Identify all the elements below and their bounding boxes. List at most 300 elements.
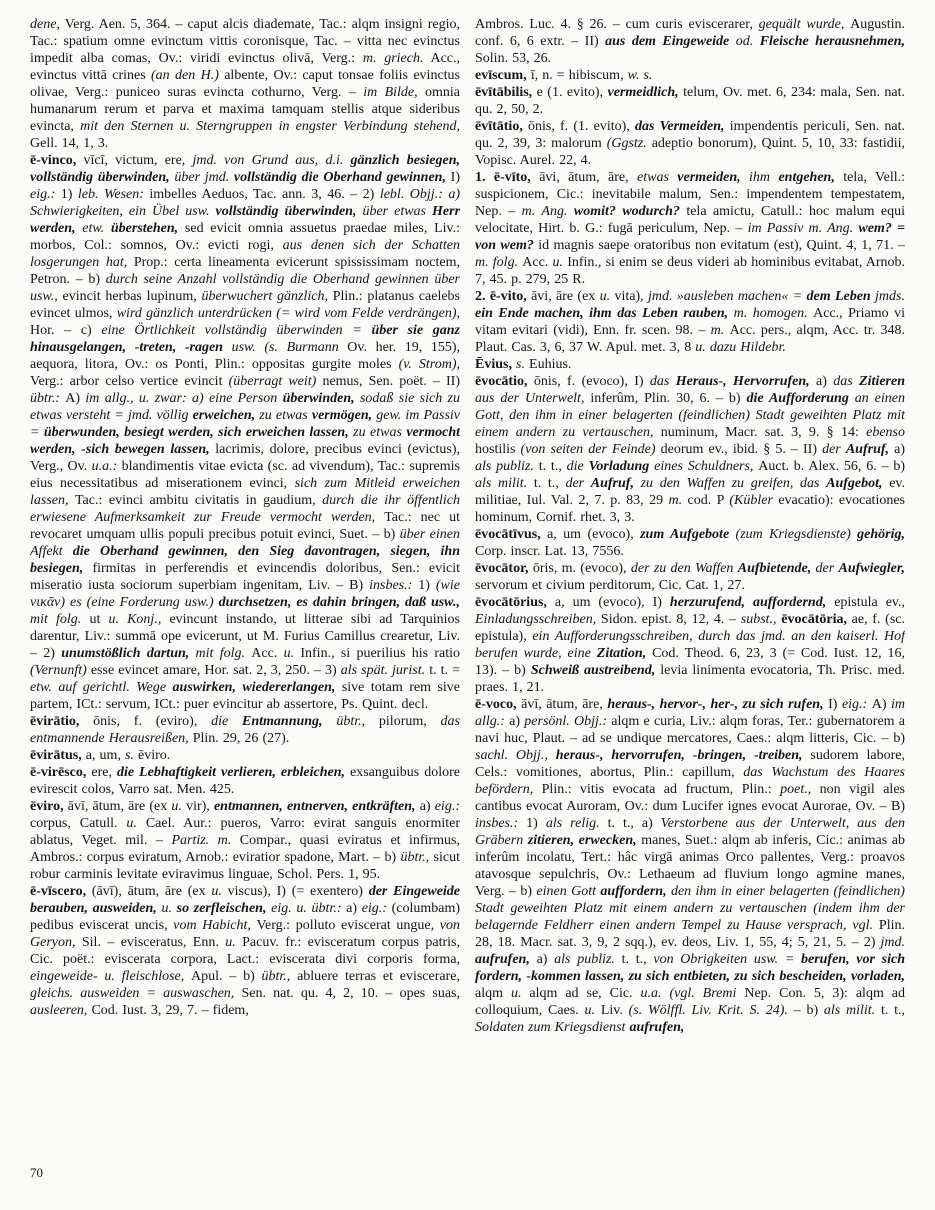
text-segment: evincunt instando, ut litterae sibi ad Tarquinios darentur, Liv.: summā ope evicerunt, ut M. Furius Camillus crearetur, Liv. – 2) bbox=[30, 612, 460, 661]
text-segment: durchsetzen, es dahin bringen, daß usw., bbox=[218, 595, 460, 610]
text-segment: Aufbietende, bbox=[737, 561, 816, 576]
text-segment: Aufruf, bbox=[845, 442, 895, 457]
text-segment: poet., bbox=[780, 782, 820, 797]
text-segment: u. bbox=[161, 901, 177, 916]
text-segment: zu etwas bbox=[353, 425, 407, 440]
text-segment: 1) bbox=[526, 816, 546, 831]
text-segment: sodaß sie sich zu etwas versteht = jmd. völlig bbox=[30, 391, 460, 423]
text-segment: ebenso bbox=[866, 425, 905, 440]
text-segment: herzurufend, auffordernd, bbox=[669, 595, 835, 610]
text-segment: eines Schuldners, bbox=[654, 459, 759, 474]
text-segment: eig. u. übtr.: bbox=[271, 901, 347, 916]
text-segment: berufen, vor sich fordern, -kommen lassen, zu sich entbieten, zu sich bescheiden, vorladen, bbox=[475, 952, 905, 984]
text-segment: (zum Kriegsdienste) bbox=[735, 527, 858, 542]
text-segment: Acc., evinctus vittā crines bbox=[30, 51, 460, 83]
text-segment: entgehen, bbox=[778, 170, 844, 185]
text-segment: zu den Waffen zu greifen, das bbox=[640, 476, 827, 491]
page-number: 70 bbox=[30, 1165, 43, 1180]
text-segment: ēvocātio, bbox=[475, 374, 528, 389]
text-segment: a) bbox=[346, 901, 362, 916]
text-segment: āvī, ātum, āre, bbox=[516, 697, 608, 712]
text-segment: den ihm in einer belagerten (feindlichen) Stadt geweihten Platz mit einem andern zu vertauschen (indem ihm der belagernde Feldherr einen andern Tempel zu Hause versprach, vgl. bbox=[475, 884, 905, 933]
entry-evocativus bbox=[475, 526, 905, 560]
text-segment: Sen. nat. qu. 4, 2, 10. – opes suas, bbox=[241, 986, 460, 1001]
text-segment: mit folg. bbox=[30, 612, 90, 627]
text-segment: heraus-, hervorrufen, -bringen, -treiben, bbox=[555, 748, 811, 763]
text-segment: Acc. bbox=[522, 255, 553, 270]
text-segment: u. bbox=[225, 935, 243, 950]
text-segment: vom Habicht, bbox=[173, 918, 257, 933]
text-segment: u. bbox=[552, 255, 568, 270]
text-segment: von Obrigkeiten usw. = bbox=[653, 952, 801, 967]
text-segment: im allg.: bbox=[475, 697, 905, 729]
text-segment: gequält wurde, bbox=[758, 17, 851, 32]
text-segment: t. t., a) bbox=[607, 816, 661, 831]
text-segment: servorum et civium perditorum, Cic. Cat. 1, 27. bbox=[475, 578, 745, 593]
text-segment: usw. (s. Burmann bbox=[231, 340, 348, 355]
text-segment: m. homogen. bbox=[733, 306, 814, 321]
text-segment: im Passiv m. Ang. bbox=[747, 221, 859, 236]
text-segment: I) bbox=[828, 697, 842, 712]
text-segment: (an den H.) bbox=[151, 68, 219, 83]
text-segment: wem? = von wem? bbox=[475, 221, 905, 253]
text-segment: ēvītātio, bbox=[475, 119, 523, 134]
text-segment: u. dazu Hildebr. bbox=[695, 340, 786, 355]
text-segment: u.a. (vgl. Bremi bbox=[640, 986, 745, 1001]
text-segment: vollständig die Oberhand gewinnen, bbox=[233, 170, 451, 185]
text-segment: eig.: bbox=[30, 187, 56, 202]
text-segment: nemus, Sen. poët. – II) bbox=[322, 374, 460, 389]
text-segment: über sie ganz hinausgelangen, -treten, -ragen bbox=[30, 323, 460, 355]
text-segment: a) bbox=[536, 952, 555, 967]
text-segment: Verstorbene aus der Unterwelt, aus den Gräbern bbox=[475, 816, 905, 848]
text-segment: aufrufen, bbox=[475, 952, 537, 967]
text-segment: die bbox=[211, 714, 242, 729]
text-segment: alqm bbox=[475, 986, 511, 1001]
text-segment: Entmannung, bbox=[242, 714, 337, 729]
text-segment: m. bbox=[710, 323, 730, 338]
text-segment: telum, Ov. met. 6, 234: mala, Sen. nat. qu. 2, 50, 2. bbox=[475, 85, 905, 117]
text-columns bbox=[30, 16, 905, 1176]
text-segment: a) bbox=[509, 714, 525, 729]
text-segment: eingeweide- u. fleischlose, bbox=[30, 969, 192, 984]
text-segment: epistula ev., bbox=[834, 595, 905, 610]
text-segment: sed evicit omnia assuetus praedae miles, Liv.: morbos, Col.: somnos, Ov.: evicti rogi, bbox=[30, 221, 460, 253]
text-segment: Infin., si enim se deus videri ab hominibus evitabat, Arnob. 7, 45. p. 279, 25 R. bbox=[475, 255, 905, 287]
text-segment: womit? wodurch? bbox=[573, 204, 687, 219]
text-segment: alqm ad se, Cic. bbox=[529, 986, 641, 1001]
text-segment: inferûm, Plin. 30, 6. – b) bbox=[590, 391, 747, 406]
text-segment: m. bbox=[668, 493, 688, 508]
text-segment: sudorem labore, Cels.: vomitiones, abortus, Plin.: capillum, bbox=[475, 748, 905, 780]
text-segment: id magnis saepe oratoribus non evitatum (est), Quint. 4, 1, 71. – bbox=[538, 238, 905, 253]
text-segment: zitieren, erwecken, bbox=[527, 833, 642, 848]
column-right bbox=[475, 16, 905, 1176]
text-segment: übtr., bbox=[336, 714, 379, 729]
text-segment: u. bbox=[599, 289, 615, 304]
text-segment: aus denen sich der Schatten losgerungen hat, bbox=[30, 238, 460, 270]
text-segment: m. Ang. bbox=[521, 204, 574, 219]
text-segment: (āvī), ātum, āre (ex bbox=[86, 884, 212, 899]
text-segment: imbelles Aeduos, Tac. ann. 3, 46. – 2) bbox=[143, 187, 380, 202]
text-segment: im allg., u. zwar: a) eine Person bbox=[85, 391, 283, 406]
text-segment: gehörig, bbox=[857, 527, 905, 542]
text-segment: Plin.: platanus caelebs evincet ulmos, bbox=[30, 289, 460, 321]
text-segment: w. s. bbox=[627, 68, 653, 83]
text-segment: āvi, ātum, āre, bbox=[530, 170, 638, 185]
text-segment: ē-vinco, bbox=[30, 153, 77, 168]
text-segment: ēvocātōrius, bbox=[475, 595, 547, 610]
text-segment: erweichen, bbox=[192, 408, 260, 423]
entry-evius bbox=[475, 356, 905, 373]
text-segment: ausleeren, bbox=[30, 1003, 92, 1018]
text-segment: subst., bbox=[740, 612, 782, 627]
text-segment: Einladungsschreiben, bbox=[475, 612, 601, 627]
text-segment: 1) bbox=[55, 187, 78, 202]
text-segment: Acc. bbox=[251, 646, 284, 661]
text-segment: Nep. Con. 5, 3): alqm ad colloquium, Caes. bbox=[475, 986, 905, 1018]
text-segment: u. bbox=[510, 986, 530, 1001]
text-segment: Pacuv. fr.: evisceratum corpus patris, Cic. poët.: eviscerata corpora, Lact.: eviscerata divi corporis forma, bbox=[30, 935, 460, 967]
text-segment: eig.: bbox=[434, 799, 460, 814]
text-segment: jmd. bbox=[880, 935, 905, 950]
text-segment: od. bbox=[735, 34, 760, 49]
text-segment: (Ggstz. bbox=[606, 136, 652, 151]
text-segment: ēvocātor, bbox=[475, 561, 529, 576]
text-segment: von Geryon, bbox=[30, 918, 460, 950]
text-segment: zum Aufgebote bbox=[640, 527, 736, 542]
entry-continuation-evincio bbox=[30, 16, 460, 152]
text-segment: t. t., bbox=[538, 459, 567, 474]
text-segment: überwinden, bbox=[282, 391, 360, 406]
text-segment: āvi, āre (ex bbox=[526, 289, 600, 304]
entry-e-vinco bbox=[30, 152, 460, 713]
text-segment: ē-voco, bbox=[475, 697, 517, 712]
text-segment: insbes.: bbox=[475, 816, 527, 831]
text-segment: esse evincet amare, Hor. sat. 2, 3, 250. – 3) bbox=[90, 663, 341, 678]
text-segment: zu etwas bbox=[259, 408, 312, 423]
text-segment: heraus-, hervor-, her-, zu sich rufen, bbox=[607, 697, 829, 712]
text-segment: u.a.: bbox=[91, 459, 122, 474]
text-segment: corpus, Catull. bbox=[30, 816, 127, 831]
text-segment: aus dem Eingeweide bbox=[605, 34, 736, 49]
text-segment: Tac.: nec ut revocaret umquam ullis populi precibus potuit evinci, Suet. – b) bbox=[30, 510, 460, 542]
text-segment: ēviro. bbox=[138, 748, 171, 763]
text-segment: 1) bbox=[418, 578, 436, 593]
text-segment: ēvirātio, bbox=[30, 714, 80, 729]
text-segment: A) bbox=[871, 697, 892, 712]
text-segment: evīscum, bbox=[475, 68, 527, 83]
text-segment: Prop.: certa lineamenta evicerunt spississimam noctem, Petron. – b) bbox=[30, 255, 460, 287]
text-segment: Verg.: polluto eviscerat ungue, bbox=[256, 918, 440, 933]
text-segment: a) bbox=[816, 374, 834, 389]
text-segment: ōnis, f. (eviro), bbox=[79, 714, 212, 729]
text-segment: ihm bbox=[749, 170, 779, 185]
text-segment: auffordern, bbox=[600, 884, 671, 899]
text-segment: etw. bbox=[82, 221, 111, 236]
text-segment: wird gänzlich unterdrücken (= wird vom Felde verdrängen), bbox=[116, 306, 460, 321]
text-segment: u. bbox=[211, 884, 228, 899]
text-segment: (v. Strom), bbox=[398, 357, 460, 372]
entry-evocator bbox=[475, 560, 905, 594]
text-segment: non vigil ales cantibus evocat Auroram, Ov.: dum Lucifer ignes evocat Aurorae, Ov. – B) bbox=[475, 782, 905, 814]
text-segment: an einen Gott, den ihm in einer belagerten (feindlichen) Stadt geweihten Platz mit einem andern zu vertauschen, bbox=[475, 391, 905, 440]
entry-e-viresco bbox=[30, 764, 460, 798]
text-segment: Solin. 53, 26. bbox=[475, 51, 552, 66]
text-segment: Auct. b. Alex. 56, 6. – b) bbox=[758, 459, 905, 474]
text-segment: vermögen, bbox=[311, 408, 377, 423]
text-segment: das entmannende Herausreißen, bbox=[30, 714, 460, 746]
text-segment: (Kübler bbox=[729, 493, 779, 508]
text-segment: m. griech. bbox=[362, 51, 424, 66]
text-segment: gleichs. ausweiden = auswaschen, bbox=[30, 986, 242, 1001]
text-segment: a, um, bbox=[81, 748, 126, 763]
text-segment: vollständig überwinden, bbox=[215, 204, 363, 219]
text-segment: so zerfleischen, bbox=[176, 901, 272, 916]
entry-continuation-e-viscero bbox=[475, 16, 905, 67]
text-segment: evacatio): evocationes hominum, Cornif. rhet. 3, 3. bbox=[475, 493, 905, 525]
text-segment: einen Gott bbox=[536, 884, 601, 899]
text-segment: deorum ev., ibid. § 5. – II) bbox=[660, 442, 823, 457]
text-segment: – b) bbox=[793, 1003, 824, 1018]
text-segment: eig.: bbox=[841, 697, 872, 712]
text-segment: mit folg. bbox=[195, 646, 252, 661]
text-segment: cod. P bbox=[687, 493, 730, 508]
text-segment: auswirken, wiedererlangen, bbox=[172, 680, 342, 695]
text-segment: als publiz. bbox=[475, 459, 539, 474]
text-segment: alqm e curia, Liv.: alqm foras, Ter.: gubernatorem a navi huc, Plaut. – ad se undique mercatores, Caes.: alqm litteris, Cic. – b) bbox=[475, 714, 905, 746]
text-segment: eine Örtlichkeit vollständig überwinden = bbox=[101, 323, 372, 338]
text-segment: Partiz. m. bbox=[171, 833, 240, 848]
entry-eviratus bbox=[30, 747, 460, 764]
text-segment: ēviro, bbox=[30, 799, 64, 814]
text-segment: das bbox=[833, 374, 860, 389]
text-segment: A) bbox=[65, 391, 86, 406]
text-segment: numinum, Macr. sat. 3, 9. § 14: bbox=[660, 425, 867, 440]
text-segment: jmds. bbox=[875, 289, 905, 304]
entry-e-voco bbox=[475, 696, 905, 1036]
text-segment: s. bbox=[125, 748, 139, 763]
text-segment: die Aufforderung bbox=[746, 391, 855, 406]
text-segment: vir), bbox=[186, 799, 214, 814]
text-segment: ōris, m. (evoco), bbox=[528, 561, 631, 576]
text-segment: Corp. inscr. Lat. 13, 7556. bbox=[475, 544, 624, 559]
text-segment: sich zum Mitleid erweichen lassen, bbox=[30, 476, 460, 508]
text-segment: ōnis, f. (evoco), I) bbox=[527, 374, 650, 389]
text-segment: Fleische herausnehmen, bbox=[759, 34, 905, 49]
text-segment: Euhius. bbox=[529, 357, 572, 372]
text-segment: sachl. Objj., bbox=[475, 748, 556, 763]
text-segment: impendentis periculi, Sen. nat. qu. 2, 39, 3: malorum bbox=[475, 119, 905, 151]
text-segment: Cod. Theod. 6, 23, 3 (= Cod. Iust. 12, 16, 13). – b) bbox=[475, 646, 905, 678]
text-segment: Augustin. conf. 6, 6 extr. – II) bbox=[475, 17, 905, 49]
text-segment: übtr., bbox=[261, 969, 298, 984]
text-segment: ē-virēsco, bbox=[30, 765, 87, 780]
text-segment: omnia humanarum rerum et parva et maxima tamquam stellis atque sideribus evincta, bbox=[30, 85, 460, 134]
entry-e-viscero bbox=[30, 883, 460, 1019]
text-segment: t. t., bbox=[880, 1003, 905, 1018]
text-segment: manes, Suet.: alqm ab inferis, Cic.: animas ab inferûm incolatu, Tert.: hâc virgā animas Orco pallentes, Verg.: proavos atavosque sepulchris, Ov.: Lethaeum ad fluvium longo agmine manes, Verg. – b) bbox=[475, 833, 905, 899]
text-segment: vermeiden, bbox=[677, 170, 750, 185]
text-segment: etw. auf gerichtl. Wege bbox=[30, 680, 173, 695]
text-segment: die bbox=[566, 459, 589, 474]
text-segment: Compar., quasi eviratus et infirmus, Ambros.: corpus eviratum, Arnob.: eviratior spadone, Mart. – b) bbox=[30, 833, 460, 865]
text-segment: Plin. 29, 26 (27). bbox=[192, 731, 290, 746]
text-segment: I) bbox=[450, 170, 460, 185]
text-segment: als milit. bbox=[823, 1003, 881, 1018]
text-segment: Ēvius, bbox=[475, 357, 512, 372]
text-segment: a) bbox=[894, 442, 905, 457]
text-segment: Verg.: arbor celso vertice evincit bbox=[30, 374, 229, 389]
text-segment: ēvocātōria, bbox=[781, 612, 847, 627]
entry-1-e-vito bbox=[475, 169, 905, 288]
text-segment: Ov. her. 19, 155), aequora, litora, Ov.: os Ponti, Plin.: oppositas gurgite moles bbox=[30, 340, 460, 372]
text-segment: Liv. bbox=[600, 1003, 629, 1018]
text-segment: das Wachstum des Haares befördern, bbox=[475, 765, 905, 797]
text-segment: Aufruf, bbox=[590, 476, 641, 491]
text-segment: t. t., bbox=[533, 476, 566, 491]
entry-evocatorius bbox=[475, 594, 905, 696]
text-segment: als milit. bbox=[475, 476, 534, 491]
text-segment: Vorladung bbox=[588, 459, 655, 474]
text-segment: a, um (evoco), I) bbox=[546, 595, 670, 610]
text-segment: Aufwiegler, bbox=[838, 561, 905, 576]
text-segment: eig.: bbox=[361, 901, 392, 916]
text-segment: der bbox=[565, 476, 591, 491]
text-segment: lacrimis, dolore, precibus evinci (evictus), Verg., Ov. bbox=[30, 442, 460, 474]
text-segment: jmd. von Grund aus, d.i. bbox=[192, 153, 351, 168]
text-segment: als spät. jurist. bbox=[340, 663, 430, 678]
text-segment: Tac.: evinci ambitu civitatis in gaudium, bbox=[74, 493, 323, 508]
text-segment: u. bbox=[171, 799, 187, 814]
text-segment: ev. militiae, Iul. Val. 2, 7. p. 83, 29 bbox=[475, 476, 905, 508]
text-segment: Plin. 28, 18. Macr. sat. 3, 9, 2 sqq.), ev. deos, Liv. 1, 55, 4; 5, 21, 5. – 2) bbox=[475, 918, 905, 950]
text-segment: ere, bbox=[86, 765, 117, 780]
text-segment: insbes.: bbox=[369, 578, 419, 593]
text-segment: Zitieren bbox=[859, 374, 905, 389]
text-segment: 1. ē-vīto, bbox=[475, 170, 531, 185]
text-segment: Acc., Priamo vi vitam evitari (vidi), Enn. fr. scen. 98. – bbox=[475, 306, 905, 338]
text-segment: vermocht werden, -sich bewegen lassen, bbox=[30, 425, 460, 457]
text-segment: durch die ihr öffentlich erwiesene Aufmerksamkeit zur Freude vermocht werden, bbox=[30, 493, 460, 525]
text-segment: der bbox=[822, 442, 846, 457]
text-segment: abluere terras et eviscerare, bbox=[297, 969, 460, 984]
text-segment: t. t. = bbox=[429, 663, 460, 678]
text-segment: jmd. »ausleben machen« = bbox=[647, 289, 807, 304]
text-segment: durch seine Anzahl vollständig die Oberhand gewinnen über usw., bbox=[30, 272, 460, 304]
entry-eviratio bbox=[30, 713, 460, 747]
text-segment: etwas bbox=[637, 170, 678, 185]
text-segment: überwunden, besiegt werden, sich erweichen lassen, bbox=[43, 425, 354, 440]
text-segment: ī, n. = hibiscum, bbox=[526, 68, 628, 83]
entry-eviscum bbox=[475, 67, 905, 84]
entry-evitabilis bbox=[475, 84, 905, 118]
entry-2-e-vito bbox=[475, 288, 905, 356]
text-segment: aus der Unterwelt, bbox=[475, 391, 591, 406]
text-segment: viscus), I) (= exentero) bbox=[227, 884, 369, 899]
text-segment: ein Aufforderungsschreiben, durch das jmd. an den kaiserl. Hof berufen wurde, eine bbox=[475, 629, 905, 661]
text-segment: vīcī, victum, ere, bbox=[76, 153, 193, 168]
text-segment: dem Leben bbox=[806, 289, 876, 304]
text-segment: u. bbox=[126, 816, 146, 831]
text-segment: evincit herbas lupinum, bbox=[62, 289, 202, 304]
text-segment: levia linimenta evocatoria, Th. Prisc. med. praes. 1, 21. bbox=[475, 663, 905, 695]
text-segment: ēvirātus, bbox=[30, 748, 82, 763]
text-segment: Schweiß austreibend, bbox=[530, 663, 661, 678]
column-left bbox=[30, 16, 460, 1176]
text-segment: Plin.: vitis evocata ad fructum, Plin.: bbox=[541, 782, 781, 797]
text-segment: (von seiten der Feinde) bbox=[520, 442, 661, 457]
text-segment: tela amictu, Catull.: hoc malum equi velocitate, Hirt. b. G.: fugā periculum, Nep. – bbox=[475, 204, 905, 236]
text-segment: (überragt weit) bbox=[228, 374, 323, 389]
text-segment: Herr werden, bbox=[30, 204, 460, 236]
text-segment: überwuchert gänzlich, bbox=[201, 289, 333, 304]
entry-eviro bbox=[30, 798, 460, 883]
text-segment: als publiz. bbox=[554, 952, 622, 967]
text-segment: vita), bbox=[614, 289, 648, 304]
text-segment: (Vernunft) bbox=[30, 663, 91, 678]
text-segment: überstehen, bbox=[110, 221, 185, 236]
text-segment: vermeidlich, bbox=[607, 85, 684, 100]
text-segment: Gell. 14, 1, 3. bbox=[30, 136, 109, 151]
text-segment: lebl. Objj.: a) Schwierigkeiten, ein Übel usw. bbox=[30, 187, 460, 219]
text-segment: das Vermeiden, bbox=[634, 119, 730, 134]
text-segment: ēvocātīvus, bbox=[475, 527, 541, 542]
text-segment: blandimentis vitae evicta (sc. ad vivendum), Tac.: supremis eius necessitatibus ad miserationem evinci, bbox=[30, 459, 460, 491]
text-segment: s. bbox=[516, 357, 530, 372]
text-segment: entmannen, entnerven, entkräften, bbox=[213, 799, 420, 814]
text-segment: Soldaten zum Kriegsdienst bbox=[475, 1020, 630, 1035]
text-segment: exsanguibus dolore evirescit colos, Varro sat. Men. 425. bbox=[30, 765, 460, 797]
text-segment: persönl. Objj.: bbox=[524, 714, 612, 729]
text-segment: sicut robur carminis levitate eviravimus linguae, Schol. Pers. 1, 95. bbox=[30, 850, 460, 882]
text-segment: unumstößlich dartun, bbox=[61, 646, 196, 661]
text-segment: a) bbox=[419, 799, 435, 814]
text-segment: ōnis, f. (1. evito), bbox=[522, 119, 635, 134]
text-segment: albente, Ov.: caput tonsae foliis evinctus olivae, Verg.: puniceo suras evincta cothurno, Verg. – bbox=[30, 68, 460, 100]
text-segment: Heraus-, Hervorrufen, bbox=[675, 374, 817, 389]
text-segment: t. t., bbox=[621, 952, 654, 967]
text-segment: Aufgebot, bbox=[826, 476, 890, 491]
text-segment: u. bbox=[584, 1003, 601, 1018]
text-segment: pilorum, bbox=[378, 714, 441, 729]
text-segment: Verg. Aen. 5, 364. – caput alcis diademate, Tac.: alqm insigni regio, Tac.: spatium omne evinctum vittis coronisque, Tac. – vitta nec evinctus impedit alba comas, Ov.: viridi evinctus olivā, Verg.: bbox=[30, 17, 460, 66]
text-segment: über einen Affekt bbox=[30, 527, 460, 559]
entry-evitatio bbox=[475, 118, 905, 169]
text-segment: u. Konj., bbox=[108, 612, 170, 627]
text-segment: Cael. Aur.: pueros, Varro: evirat sanguis enormiter ablatus, Veget. mil. – bbox=[30, 816, 460, 848]
text-segment: gänzlich besiegen, vollständig überwinden, bbox=[30, 153, 460, 185]
text-segment: der zu den Waffen bbox=[630, 561, 738, 576]
text-segment: als relig. bbox=[545, 816, 608, 831]
text-segment: a, um (evoco), bbox=[540, 527, 641, 542]
text-segment: (columbam) pedibus eviscerat uncis, bbox=[30, 901, 460, 933]
text-segment: Sil. – evisceratus, Enn. bbox=[81, 935, 226, 950]
text-segment: ae, f. (sc. epistula), bbox=[475, 612, 905, 644]
text-segment: e (1. evito), bbox=[532, 85, 608, 100]
text-segment: Infin., si puerilius his ratio bbox=[300, 646, 460, 661]
text-segment: ein Ende machen, ihm das Leben rauben, bbox=[475, 306, 734, 321]
text-segment: (s. Wölffl. Liv. Krit. S. 24). bbox=[628, 1003, 794, 1018]
text-segment: firmitas in perferendis et evincendis doloribus, Sen.: evicit miseratio iusta sociorum superbiam ingenitam, Liv. – B) bbox=[30, 561, 460, 593]
text-segment: 2. ē-vito, bbox=[475, 289, 527, 304]
text-segment: gew. im Passiv = bbox=[30, 408, 460, 440]
text-segment: Cod. Iust. 3, 29, 7. – fidem, bbox=[91, 1003, 249, 1018]
text-segment: ē-vīscero, bbox=[30, 884, 87, 899]
text-segment: übtr., bbox=[400, 850, 434, 865]
text-segment: sive totam rem sive partem, ICt.: servum, ICt.: puer evincitur ab assertore, Ps. Quint. decl. bbox=[30, 680, 460, 712]
text-segment: übtr.: bbox=[30, 391, 66, 406]
